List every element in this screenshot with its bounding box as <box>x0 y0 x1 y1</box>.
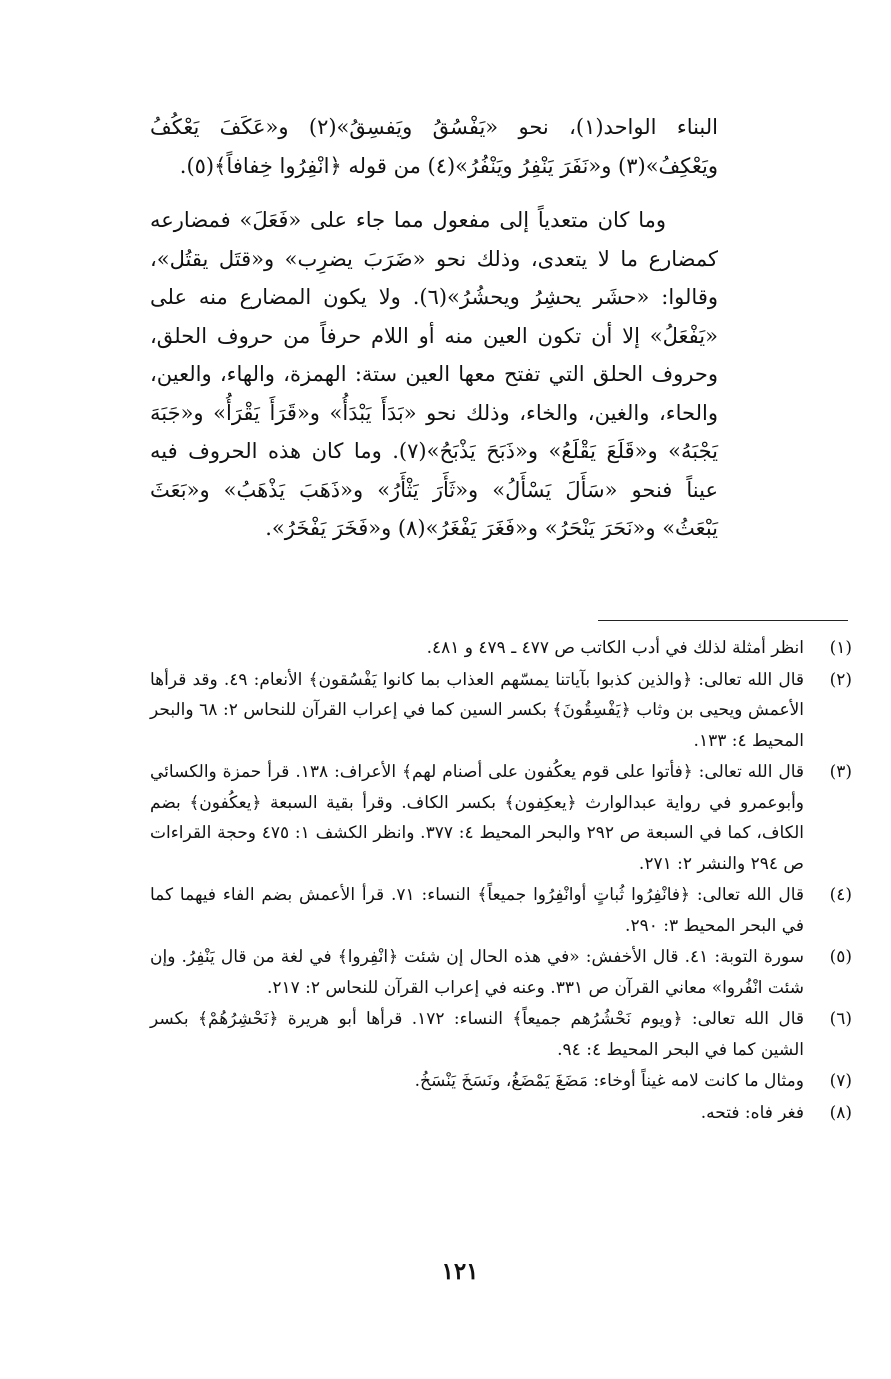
footnote-text: انظر أمثلة لذلك في أدب الكاتب ص ٤٧٧ ـ ٤٧٩ و ٤٨١. <box>426 638 804 658</box>
footnote-text: ومثال ما كانت لامه غيناً أوخاء: مَضَغَ يَمْضَغُ، ونَسَخَ يَنْسَخُ. <box>414 1071 804 1091</box>
footnote-text: قال الله تعالى: ﴿ويوم نَحْشُرُهم جميعاً﴾ النساء: ١٧٢. قرأها أبو هريرة ﴿نَحْشِرُهُمْ﴾ بكسر الشين كما في البحر المحيط ٤: ٩٤. <box>150 1009 805 1060</box>
page-number: ١٢١ <box>441 1258 479 1285</box>
footnote-number: (٥) <box>829 947 852 967</box>
footnote-number: (٦) <box>829 1009 852 1029</box>
footnote-text: قال الله تعالى: ﴿فانْفِرُوا ثُباتٍ أوانْفِرُوا جميعاً﴾ النساء: ٧١. قرأ الأعمش بضم الفاء فيهما كما في البحر المحيط ٣: ٢٩٠. <box>150 885 804 936</box>
footnote-text: سورة التوبة: ٤١. قال الأخفش: «في هذه الحال إن شئت ﴿انْفِروا﴾ في لغة من قال يَنْفِرُ. وإن شئت انْفُروا» معاني القرآن ص ٣٣١. وعنه في إعراب القرآن للنحاس ٢: ٢١٧. <box>150 947 804 998</box>
footnote-text: قال الله تعالى: ﴿فأتوا على قوم يعكُفون على أصنام لهم﴾ الأعراف: ١٣٨. قرأ حمزة والكسائي وأبوعمرو في رواية عبدالوارث ﴿يعكِفون﴾ بكسر الكاف. وقرأ بقية السبعة ﴿يعكُفون﴾ بضم الكاف، كما في السبعة ص ٢٩٢ والبحر المحيط ٤: ٣٧٧. وانظر الكشف ١: ٤٧٥ وحجة القراءات ص ٢٩٤ والنشر ٢: ٢٧١. <box>150 762 804 874</box>
footnote-number: (١) <box>829 638 852 658</box>
footnote <box>150 757 852 879</box>
footnote <box>150 942 852 1003</box>
footnote <box>150 665 852 757</box>
paragraph: البناء الواحد(١)، نحو «يَفْسُقُ ويَفسِقُ»(٢) و«عَكَفَ يَعْكُفُ ويَعْكِفُ»(٣) و«نَفَرَ يَنْفِرُ ويَنْفُرُ»(٤) من قوله ﴿انْفِرُوا خِفافاً﴾(٥). <box>150 115 718 178</box>
footnote-text: فغر فاه: فتحه. <box>700 1102 804 1123</box>
footnote-number: (٤) <box>829 885 852 905</box>
footnotes <box>150 633 852 1129</box>
footnote <box>150 633 852 664</box>
footnote <box>150 880 852 941</box>
footnote-number: (٨) <box>829 1102 852 1123</box>
footnote-separator <box>598 620 848 621</box>
footnote-number: (٧) <box>829 1071 852 1091</box>
footnote-number: (٢) <box>829 669 852 690</box>
footnote-text: قال الله تعالى: ﴿والذين كذبوا بآياتنا يمسّهم العذاب بما كانوا يَفْسُقون﴾ الأنعام: ٤٩. وقد قرأها الأعمش ويحيى بن وثاب ﴿يَفْسِقُونَ﴾ بكسر السين كما في إعراب القرآن للنحاس ٢: ٦٨ والبحر المحيط ٤: ١٣٣. <box>150 669 805 751</box>
paragraph: وما كان متعدياً إلى مفعول مما جاء على «فَعَلَ» فمضارعه كمضارع ما لا يتعدى، وذلك نحو «ضَرَبَ يضرِب» و«قتَل يقتُل»، وقالوا: «حشَر يحشِرُ ويحشُرُ»(٦). ولا يكون المضارع منه على «يَفْعَلُ» إلا أن تكون العين منه أو اللام حرفاً من حروف الحلق، وحروف الحلق التي تفتح معها العين ستة: الهمزة، والهاء، والعين، والحاء، والغين، والخاء، وذلك نحو «بَدَأَ يَبْدَأُ» و«قَرَأَ يَقْرَأُ» و«جَبَهَ يَجْبَهُ» و«قَلَعَ يَقْلَعُ» و«ذَبَحَ يَذْبَحُ»(٧). وما كان هذه الحروف فيه عيناً فنحو «سَأَلَ يَسْأَلُ» و«ثَأَرَ يَثْأَرُ» و«ذَهَبَ يَذْهَبُ» و«بَعَثَ يَبْعَثُ» و«نَحَرَ يَنْحَرُ» و«فَغَرَ يَفْغَرُ»(٨) و«فَخَرَ يَفْخَرُ». <box>150 208 718 540</box>
footnote-number: (٣) <box>829 762 852 782</box>
main-text <box>150 108 718 548</box>
footnote <box>150 1004 852 1065</box>
footnote <box>150 1066 852 1097</box>
footnote <box>150 1098 852 1129</box>
